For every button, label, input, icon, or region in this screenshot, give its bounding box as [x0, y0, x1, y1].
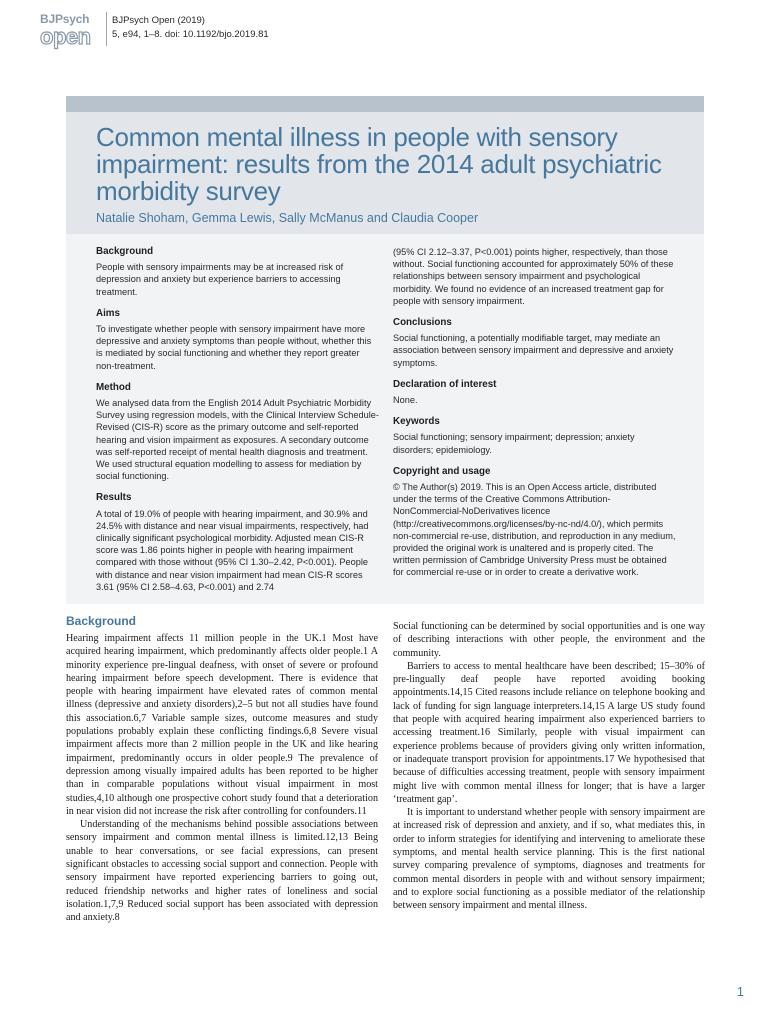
abstract-results-heading: Results: [96, 492, 132, 504]
body-paragraph: Barriers to access to mental healthcare have been described; 15–30% of pre-lingually deaf people have reported avoiding booking appointments.14,15 Cited reasons include reliance on telephone booking and lack of funding for sign language interpreters.14,15 A large US study found that people with acquired hearing impairment also experienced barriers to accessing treatment.16 Similarly, people with visual impairment can experience problems because of providers giving only written information, or inadequate transport provision for appointments.17 We hypothesised that because of difficulties accessing treatment, people with sensory impairment might live with common mental illness for longer; that is have a larger ‘treatment gap’.: [393, 660, 705, 805]
journal-doi: 5, e94, 1–8. doi: 10.1192/bjo.2019.81: [112, 29, 269, 40]
journal-logo: [40, 12, 102, 48]
abstract-aims-text: To investigate whether people with sensory impairment have more depressive and anxiety symptoms than people without, whether this is mediated by social functioning and whether they report greater non-treatment.: [96, 324, 372, 371]
journal-citation: [112, 14, 269, 42]
abstract-keywords-heading: Keywords: [393, 416, 440, 428]
body-paragraph: Social functioning can be determined by social opportunities and is one way of describing interactions with other people, the environment and the community.: [393, 621, 705, 659]
abstract-declaration-text: None.: [393, 395, 418, 406]
title-top-strip: [66, 96, 704, 112]
abstract-conclusions-text: Social functioning, a potentially modifiable target, may mediate an association between sensory impairment and depressive and anxiety symptoms.: [393, 333, 674, 368]
journal-name-year: BJPsych Open (2019): [112, 15, 205, 26]
abstract-background-text: People with sensory impairments may be at increased risk of depression and anxiety but experience barriers to accessing treatment.: [96, 262, 344, 297]
abstract-method-text: We analysed data from the English 2014 Adult Psychiatric Morbidity Survey using regression models, with the Clinical Interview Schedule-Revised (CIS-R) score as the primary outcome and self-reported hearing and vision impairment as exposures. A secondary outcome was self-reported receipt of mental health diagnosis and treatment. We used structural equation modelling to assess for mediation by social functioning.: [96, 398, 379, 482]
abstract-copyright-heading: Copyright and usage: [393, 465, 491, 477]
abstract-box: [66, 234, 704, 604]
article-title: Common mental illness in people with sensory impairment: results from the 2014 adult psychiatric morbidity survey: [96, 122, 662, 206]
page-number: 1: [736, 984, 744, 999]
abstract-declaration-heading: Declaration of interest: [393, 378, 497, 390]
logo-text-top: BJPsych: [40, 12, 90, 26]
abstract-copyright-text: © The Author(s) 2019. This is an Open Access article, distributed under the terms of the Creative Commons Attribution-NonCommercial-NoDerivatives licence (http://creativecommons.org/licenses/by-nc-nd/4.0/), which permits non-commercial re-use, distribution, and reproduction in any medium, provided the original work is unaltered and is properly cited. The written permission of Cambridge University Press must be obtained for commercial re-use or in order to create a derivative work.: [393, 482, 676, 578]
abstract-background-heading: Background: [96, 246, 154, 257]
abstract-left-column: [96, 246, 380, 603]
abstract-right-column: [393, 246, 677, 589]
abstract-conclusions-heading: Conclusions: [393, 317, 452, 329]
header-divider: [106, 12, 107, 46]
body-left-column: [66, 632, 378, 925]
logo-text-bottom: open: [40, 24, 91, 49]
body-right-column: [393, 620, 705, 913]
body-paragraph: Hearing impairment affects 11 million people in the UK.1 Most have acquired hearing impairment, which predominantly affects older people.1 A minority experience pre-lingual deafness, with onset of severe or profound hearing impairment before speech development. There is evidence that people with hearing impairment have elevated rates of common mental illness (depressive and anxiety disorders),2–5 but not all studies have found this association.6,7 Variable sample sizes, outcome measures and study populations probably explain these conflicting findings.6,8 Severe visual impairment affects more than 2 million people in the UK and like hearing impairment, predominantly occurs in older people.9 The prevalence of depression among visually impaired adults has been reported to be higher than in comparable populations without visual impairment in most studies,4,10 although one prospective cohort study found that a deterioration in near vision did not increase the risk after controlling for confounders.11: [66, 633, 378, 817]
abstract-keywords-text: Social functioning; sensory impairment; depression; anxiety disorders; epidemiology.: [393, 432, 635, 455]
abstract-method-heading: Method: [96, 381, 131, 393]
body-paragraph: Understanding of the mechanisms behind possible associations between sensory impairment and common mental illness is limited.12,13 Being unable to hear conversations, or see facial expressions, can present significant obstacles to accessing social support and connection. People with sensory impairment have reported experiencing barriers to going out, reduced friendship networks and higher rates of loneliness and social isolation.1,7,9 Reduced social support has been associated with depression and anxiety.8: [66, 819, 378, 924]
article-authors: Natalie Shoham, Gemma Lewis, Sally McManus and Claudia Cooper: [96, 211, 479, 225]
body-paragraph: It is important to understand whether people with sensory impairment are at increased risk of depression and anxiety, and if so, what mediates this, in order to inform strategies for identifying and intervening to ameliorate these symptoms, and mental health service planning. This is the first national survey comparing prevalence of symptoms, diagnoses and treatments for common mental disorders in people with and without sensory impairment; and to explore social functioning as a possible mediator of the relationship between sensory impairment and mental illness.: [393, 807, 705, 912]
abstract-results-continued: (95% CI 2.12–3.37, P<0.001) points higher, respectively, than those without. Social functioning accounted for approximately 50% of these relationships between sensory impairment and psychological morbidity. We found no evidence of an increased treatment gap for people with sensory impairment.: [393, 247, 674, 306]
abstract-aims-heading: Aims: [96, 307, 120, 319]
body-section-heading: Background: [66, 614, 137, 628]
abstract-results-text: A total of 19.0% of people with hearing impairment, and 30.9% and 24.5% with distance and near visual impairments, respectively, had clinically significant psychological morbidity. Adjusted mean CIS-R score was 1.86 points higher in people with hearing impairment compared with those without (95% CI 1.30–2.42, P<0.001). People with distance and near vision impairment had mean CIS-R scores 3.61 (95% CI 2.58–4.63, P<0.001) and 2.74: [96, 508, 369, 592]
